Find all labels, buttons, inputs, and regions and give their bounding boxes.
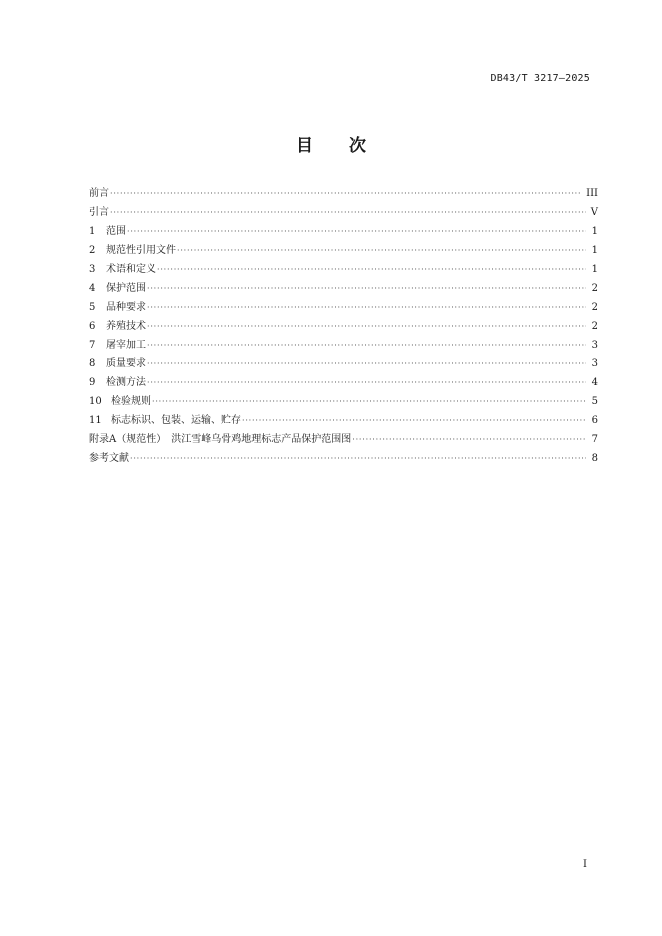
toc-entry-5[interactable] xyxy=(89,299,598,318)
toc-entry-references[interactable] xyxy=(89,450,598,469)
page-title xyxy=(0,131,662,156)
toc-label: 前言 xyxy=(89,188,109,199)
toc-entry-appendix-a[interactable] xyxy=(89,431,598,450)
toc-page-number: III xyxy=(586,188,598,199)
toc-section-number: 8 xyxy=(89,358,96,370)
toc-leader-dots xyxy=(147,355,586,374)
toc-leader-dots xyxy=(147,374,586,393)
toc-page-number: V xyxy=(590,206,598,218)
toc-leader-dots xyxy=(157,261,586,280)
toc-label: 术语和定义 xyxy=(106,263,156,275)
toc-leader-dots xyxy=(177,242,586,261)
toc-entry-8[interactable] xyxy=(89,355,598,374)
toc-entry-3[interactable] xyxy=(89,261,598,280)
toc-entry-introduction[interactable] xyxy=(89,204,598,223)
toc-label: 质量要求 xyxy=(106,358,146,370)
toc-entry-7[interactable] xyxy=(89,337,598,356)
standard-code: DB43/T 3217—2025 xyxy=(490,73,590,84)
toc-entry-4[interactable] xyxy=(89,280,598,299)
title-char-2: 次 xyxy=(349,136,366,156)
toc-page-number: 3 xyxy=(591,358,598,370)
toc-section-number: 11 xyxy=(89,415,102,427)
toc-leader-dots xyxy=(352,431,586,450)
toc-label: 检测方法 xyxy=(106,377,146,389)
toc-entry-11[interactable] xyxy=(89,412,598,431)
toc-leader-dots xyxy=(242,412,586,431)
toc-page-number: 7 xyxy=(591,434,598,446)
toc-entry-9[interactable] xyxy=(89,374,598,393)
toc-leader-dots xyxy=(127,223,586,242)
toc-section-number: 5 xyxy=(89,301,96,313)
toc-label: 检验规则 xyxy=(111,396,151,408)
toc-page-number: 2 xyxy=(591,320,598,332)
toc-entry-10[interactable] xyxy=(89,393,598,412)
toc-section-number: 10 xyxy=(89,396,102,408)
toc-label: 品种要求 xyxy=(106,301,146,313)
toc-label: 养殖技术 xyxy=(106,320,146,332)
toc-section-number: 7 xyxy=(89,339,96,351)
toc-leader-dots xyxy=(130,450,586,469)
title-char-1: 目 xyxy=(296,136,313,156)
toc-page-number: 1 xyxy=(591,263,598,275)
toc-leader-dots xyxy=(147,299,586,318)
toc-page-number: 4 xyxy=(591,377,598,389)
toc-page-number: 1 xyxy=(591,244,598,256)
toc-entry-6[interactable] xyxy=(89,318,598,337)
toc-label: 范围 xyxy=(106,225,126,237)
toc-page-number: 1 xyxy=(591,225,598,237)
toc-label: 标志标识、包装、运输、贮存 xyxy=(111,415,241,427)
toc-leader-dots xyxy=(147,318,586,337)
toc-entry-1[interactable] xyxy=(89,223,598,242)
toc-leader-dots xyxy=(147,280,586,299)
toc-page-number: 2 xyxy=(591,282,598,294)
toc-section-number: 1 xyxy=(89,225,96,237)
table-of-contents xyxy=(89,185,598,469)
toc-label: 参考文献 xyxy=(89,453,129,465)
toc-section-number: 4 xyxy=(89,282,96,294)
toc-label: 附录A（规范性） 洪江雪峰乌骨鸡地理标志产品保护范围图 xyxy=(89,434,352,446)
toc-label: 保护范围 xyxy=(106,282,146,294)
toc-label: 屠宰加工 xyxy=(106,339,146,351)
toc-section-number: 6 xyxy=(89,320,96,332)
toc-entry-foreword[interactable] xyxy=(89,185,598,204)
toc-page-number: 3 xyxy=(591,339,598,351)
toc-leader-dots xyxy=(110,185,582,204)
toc-page-number: 2 xyxy=(591,301,598,313)
toc-section-number: 2 xyxy=(89,244,96,256)
toc-label: 规范性引用文件 xyxy=(106,244,176,256)
toc-entry-2[interactable] xyxy=(89,242,598,261)
toc-leader-dots xyxy=(152,393,586,412)
toc-leader-dots xyxy=(110,204,586,223)
page-number: I xyxy=(583,859,587,870)
toc-page-number: 8 xyxy=(591,453,598,465)
toc-section-number: 3 xyxy=(89,263,96,275)
toc-label: 引言 xyxy=(89,206,109,218)
toc-section-number: 9 xyxy=(89,377,96,389)
toc-page-number: 6 xyxy=(591,415,598,427)
toc-leader-dots xyxy=(147,337,586,356)
toc-page-number: 5 xyxy=(591,396,598,408)
